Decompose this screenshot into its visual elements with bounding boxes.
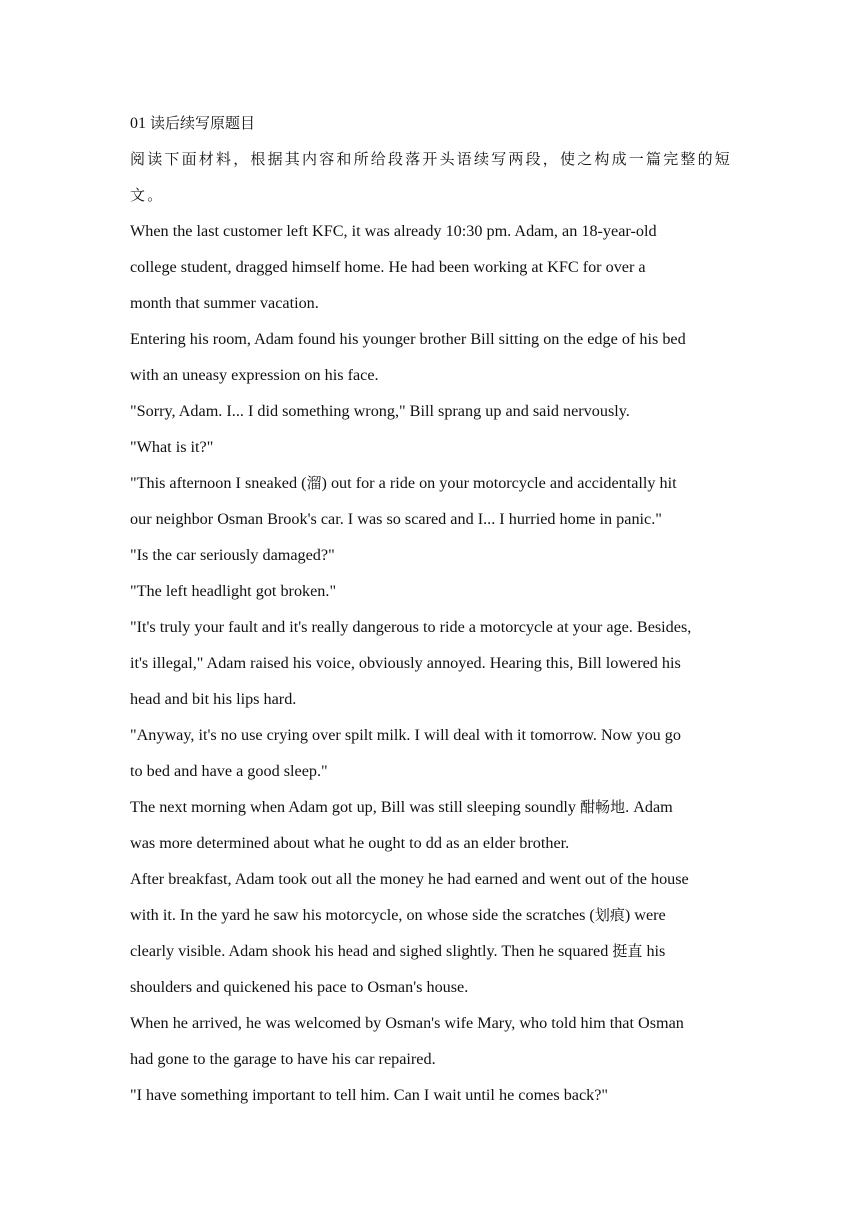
paragraph-10-text-a: The next morning when Adam got up, Bill was still sleeping soundly [130,798,581,816]
paragraph-5-text-b: ) out for a ride on your motorcycle and accidentally hit [321,474,677,492]
paragraph-11-line-4: shoulders and quickened his pace to Osman's house. [130,978,469,996]
question-heading: 读后续写原题目 [150,114,256,132]
instruction-line-2: 文。 [130,186,165,204]
paragraph-11-line-1: After breakfast, Adam took out all the money he had earned and went out of the house [130,870,689,888]
paragraph-10-line-2: was more determined about what he ought to dd as an elder brother. [130,834,570,852]
paragraph-11-line-2 [130,897,740,933]
paragraph-13: "I have something important to tell him. Can I wait until he comes back?" [130,1086,609,1104]
question-title [130,105,740,141]
document-page [130,105,740,1113]
paragraph-3: "Sorry, Adam. I... I did something wrong," Bill sprang up and said nervously. [130,402,630,420]
paragraph-7: "The left headlight got broken." [130,582,337,600]
paragraph-10-gloss: 酣畅地 [580,798,626,816]
paragraph-11-text-a: with it. In the yard he saw his motorcycle, on whose side the scratches ( [130,906,595,924]
paragraph-11-text-d: his [642,942,666,960]
paragraph-2-line-1: Entering his room, Adam found his younger brother Bill sitting on the edge of his bed [130,330,686,348]
paragraph-11-line-3 [130,933,740,969]
paragraph-8-line-3: head and bit his lips hard. [130,690,297,708]
paragraph-8-line-1: "It's truly your fault and it's really dangerous to ride a motorcycle at your age. Besides, [130,618,692,636]
paragraph-10-line-1 [130,789,740,825]
paragraph-5-text-a: "This afternoon I sneaked ( [130,474,307,492]
paragraph-1-line-1: When the last customer left KFC, it was already 10:30 pm. Adam, an 18-year-old [130,222,657,240]
paragraph-4: "What is it?" [130,438,214,456]
instruction-line-1: 阅读下面材料，根据其内容和所给段落开头语续写两段，使之构成一篇完整的短 [130,150,733,168]
paragraph-6: "Is the car seriously damaged?" [130,546,335,564]
paragraph-12-line-2: had gone to the garage to have his car repaired. [130,1050,436,1068]
paragraph-8-line-2: it's illegal," Adam raised his voice, obviously annoyed. Hearing this, Bill lowered his [130,654,681,672]
paragraph-12-line-1: When he arrived, he was welcomed by Osman's wife Mary, who told him that Osman [130,1014,684,1032]
question-number: 01 [130,115,146,132]
paragraph-5-line-2: our neighbor Osman Brook's car. I was so scared and I... I hurried home in panic." [130,510,662,528]
paragraph-11-text-c: clearly visible. Adam shook his head and sighed slightly. Then he squared [130,942,613,960]
paragraph-5-gloss: 溜 [306,474,322,492]
paragraph-1-line-3: month that summer vacation. [130,294,319,312]
paragraph-1-line-2: college student, dragged himself home. He had been working at KFC for over a [130,258,646,276]
paragraph-11-gloss-2: 挺直 [612,942,643,960]
paragraph-2-line-2: with an uneasy expression on his face. [130,366,379,384]
paragraph-10-text-b: . Adam [625,798,673,816]
paragraph-5-line-1 [130,465,740,501]
paragraph-9-line-1: "Anyway, it's no use crying over spilt milk. I will deal with it tomorrow. Now you go [130,726,681,744]
paragraph-11-gloss-1: 划痕 [594,906,625,924]
paragraph-11-text-b: ) were [624,906,666,924]
paragraph-9-line-2: to bed and have a good sleep." [130,762,328,780]
